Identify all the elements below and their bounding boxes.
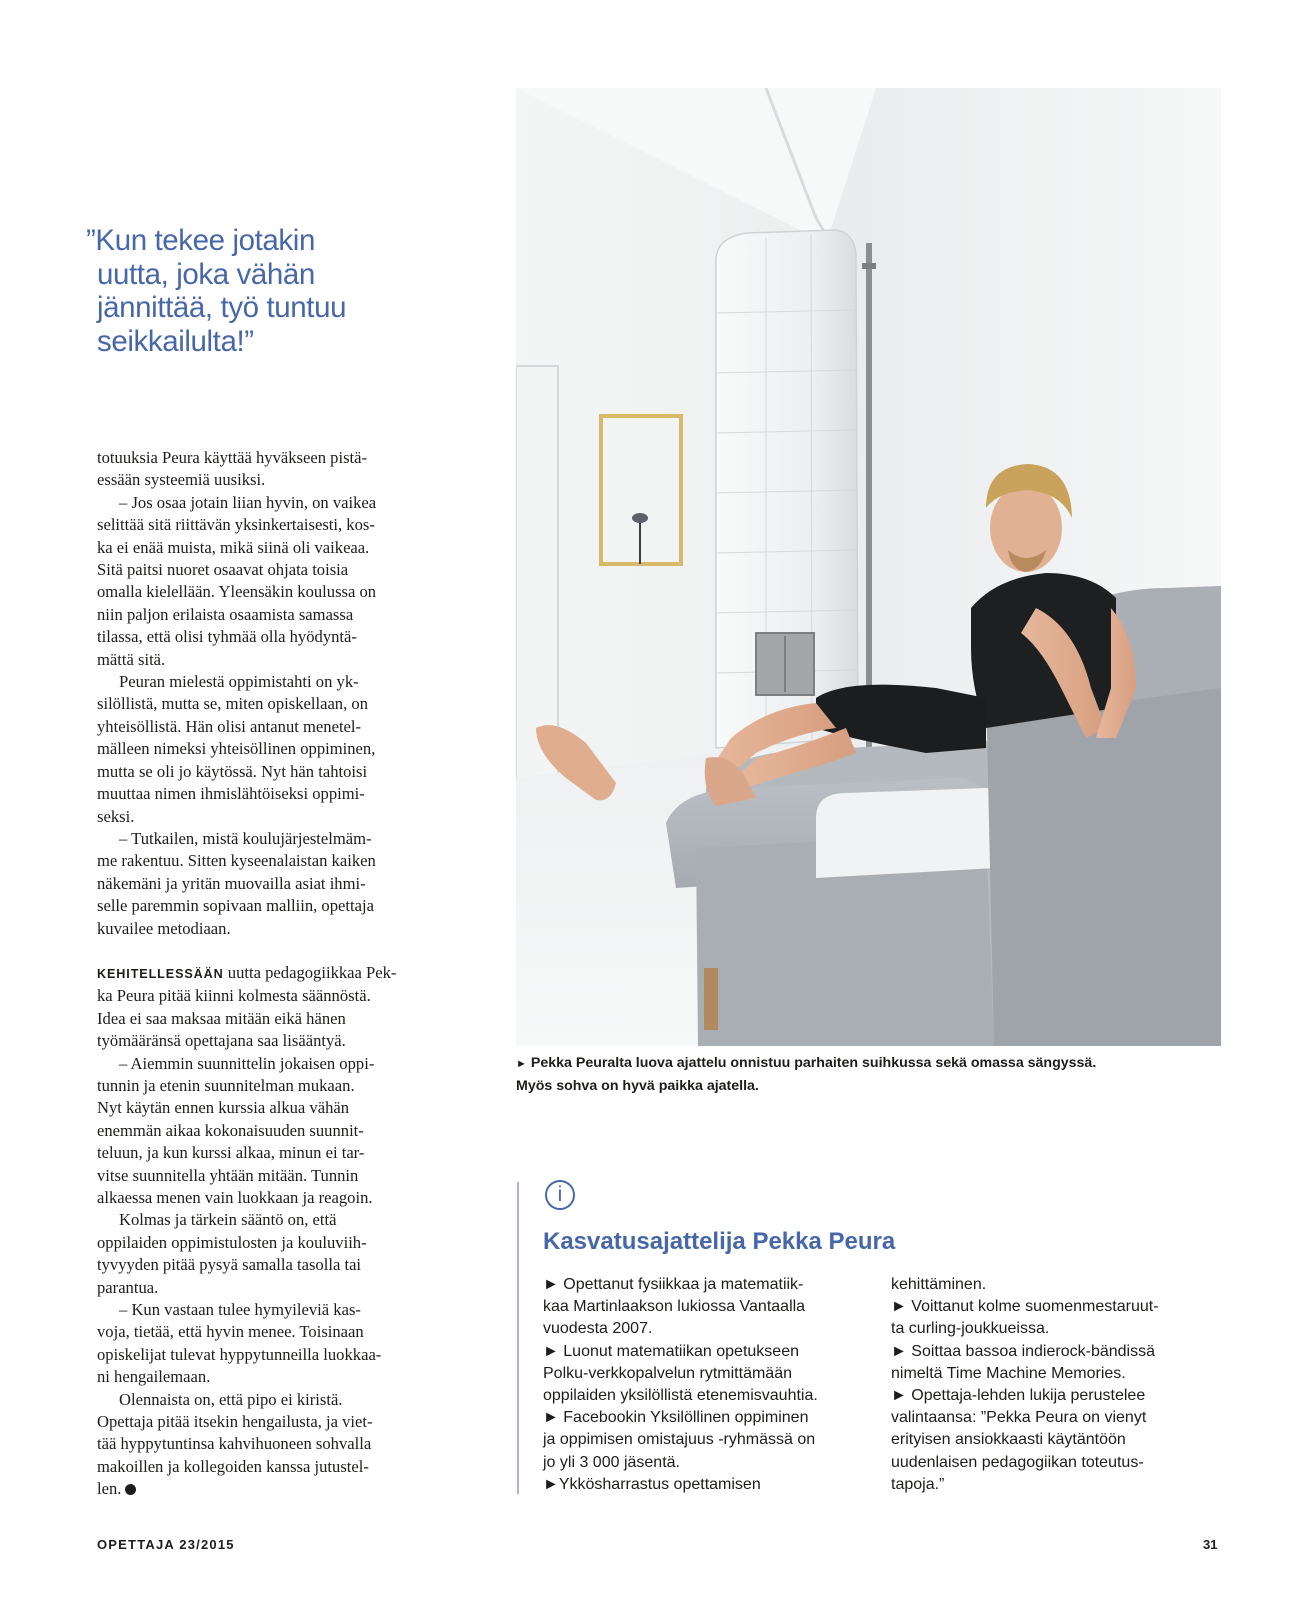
body-line: Opettaja pitää itsekin hengailusta, ja viet- [97, 1412, 373, 1432]
article-photo [516, 88, 1221, 1046]
pull-quote-line: uutta, joka vähän [97, 257, 315, 291]
publication-footer: OPETTAJA 23/2015 [97, 1537, 235, 1552]
info-line: kaa Martinlaakson lukiossa Vantaalla [543, 1298, 806, 1316]
body-line: opiskelijat tulevat hyppytunneilla luokkaa- [97, 1344, 382, 1364]
info-box-rule [517, 1182, 519, 1494]
body-line: enemmän aikaa kokonaisuuden suunnit- [97, 1120, 364, 1140]
body-line: seksi. [97, 806, 135, 826]
body-line: Olennaista on, että pipo ei kiristä. [119, 1389, 343, 1409]
body-line: mutta se oli jo käytössä. Nyt hän tahtoisi [97, 761, 368, 781]
page-number: 31 [1203, 1537, 1218, 1552]
body-line-text: len. [97, 1479, 122, 1499]
body-line: totuuksia Peura käyttää hyväkseen pistä- [97, 448, 368, 467]
pull-quote-line: seikkailulta!” [97, 324, 254, 358]
info-icon: i [545, 1180, 575, 1210]
body-line: Idea ei saa maksaa mitään eikä hänen [97, 1008, 346, 1028]
body-line: teluun, ja kun kurssi alkaa, minun ei tar- [97, 1143, 365, 1163]
body-line: tunnin ja etenin suunnitelman mukaan. [97, 1075, 355, 1095]
info-line: oppilaiden yksilöllistä etenemisvauhtia. [543, 1387, 818, 1405]
info-line: ►Ykkösharrastus opettamisen [543, 1475, 761, 1493]
body-line: essään systeemiä uusiksi. [97, 470, 266, 490]
body-line: – Tutkailen, mistä koulujärjestelmäm- [119, 828, 372, 848]
body-line: omalla kielellään. Yleensäkin koulussa on [97, 582, 377, 602]
body-line: – Jos osaa jotain liian hyvin, on vaikea [119, 492, 377, 512]
info-line: vuodesta 2007. [543, 1320, 653, 1338]
article-body [97, 447, 423, 1501]
info-line: nimeltä Time Machine Memories. [891, 1364, 1126, 1382]
body-line: selittää sitä riittävän yksinkertaisesti, kos- [97, 515, 375, 535]
caption-text: Pekka Peuralta luova ajattelu onnistuu parhaiten suihkussa sekä omassa sängyssä. [530, 1055, 1097, 1071]
info-line: ► Opettaja-lehden lukija perustelee [891, 1387, 1146, 1405]
info-line: ► Opettanut fysiikkaa ja matematiik- [543, 1276, 804, 1293]
body-line: Peuran mielestä oppimistahti on yk- [119, 672, 359, 692]
body-line: tilassa, että olisi tyhmää olla hyödyntä- [97, 627, 357, 647]
info-line: ► Voittanut kolme suomenmestaruut- [891, 1298, 1159, 1316]
body-line: yhteisöllistä. Hän olisi antanut menetel- [97, 716, 362, 736]
body-line: parantua. [97, 1277, 159, 1297]
body-line: – Aiemmin suunnittelin jokaisen oppi- [119, 1053, 375, 1073]
body-line: alkaessa menen vain luokkaan ja reagoin. [97, 1188, 373, 1207]
info-box-column-1 [543, 1274, 858, 1496]
body-line: niin paljon erilaista osaamista samassa [97, 604, 354, 624]
caption-line: Myös sohva on hyvä paikka ajatella. [516, 1077, 759, 1094]
body-line: – Kun vastaan tulee hymyileviä kas- [119, 1300, 361, 1320]
info-line: ► Soittaa bassoa indierock-bändissä [891, 1342, 1155, 1360]
pull-quote [86, 224, 426, 358]
body-line: ka Peura pitää kiinni kolmesta säännöstä. [97, 986, 371, 1006]
info-line: tapoja.” [891, 1475, 945, 1493]
photo-caption [516, 1053, 1216, 1097]
info-line: kehittäminen. [891, 1276, 987, 1293]
caption-line [516, 1053, 1216, 1076]
body-line: mättä sitä. [97, 649, 166, 669]
body-line: tää hyppytuntinsa kahvihuoneen sohvalla [97, 1434, 372, 1454]
info-line: uudenlaisen pedagogiikan toteutus- [891, 1453, 1144, 1471]
info-line: ta curling-joukkueissa. [891, 1320, 1050, 1338]
body-line: tyvyyden pitää pysyä samalla tasolla tai [97, 1255, 362, 1275]
body-line [97, 962, 423, 985]
body-line: ni hengailemaan. [97, 1367, 211, 1387]
body-line: vitse suunnitella yhtään mitään. Tunnin [97, 1165, 359, 1185]
body-line: oppilaiden oppimistulosten ja kouluviih- [97, 1232, 367, 1252]
body-line: kuvailee metodiaan. [97, 918, 231, 938]
body-line: näkemäni ja yritän muovailla asiat ihmi- [97, 873, 366, 893]
caption-marker-icon: ► [516, 1058, 527, 1070]
info-line: valintaansa: ”Pekka Peura on vienyt [891, 1409, 1147, 1427]
info-box-title: Kasvatusajattelija Pekka Peura [543, 1228, 896, 1255]
body-line: silöllistä, mutta se, miten opiskellaan, on [97, 694, 368, 714]
body-line: makoillen ja kollegoiden kanssa jutustel- [97, 1456, 369, 1476]
body-line [97, 1478, 423, 1500]
body-line-text: uutta pedagogiikkaa Pek- [223, 962, 397, 982]
info-line: ► Facebookin Yksilöllinen oppiminen [543, 1409, 809, 1427]
body-line: Nyt käytän ennen kurssia alkua vähän [97, 1098, 350, 1118]
body-line: muuttaa nimen ihmislähtöiseksi oppimi- [97, 784, 365, 804]
info-line: ► Luonut matematiikan opetukseen [543, 1342, 799, 1360]
body-line: ka ei enää muista, mikä siinä oli vaikeaa. [97, 537, 370, 557]
body-line: Sitä paitsi nuoret osaavat ohjata toisia [97, 560, 349, 580]
body-line: Kolmas ja tärkein sääntö on, että [119, 1210, 337, 1230]
body-line: voja, tietää, että hyvin menee. Toisinaan [97, 1322, 364, 1342]
body-line: mälleen nimeksi yhteisöllinen oppiminen, [97, 739, 376, 759]
section-lead-word: KEHITELLESSÄÄN [97, 966, 224, 981]
info-line: erityisen ansiokkaasti käytäntöön [891, 1431, 1126, 1449]
pull-quote-line: jännittää, työ tuntuu [97, 291, 347, 324]
body-line: työmääränsä opettajana saa lisääntyä. [97, 1031, 346, 1051]
info-line: ja oppimisen omistajuus -ryhmässä on [543, 1431, 816, 1449]
end-of-article-dot-icon [125, 1484, 136, 1495]
body-line: me rakentuu. Sitten kyseenalaistan kaiken [97, 851, 376, 871]
info-line: Polku-verkkopalvelun rytmittämään [543, 1364, 792, 1382]
pull-quote-line: ”Kun tekee jotakin [86, 224, 315, 257]
info-box-column-2 [891, 1274, 1206, 1496]
body-line: selle paremmin sopivaan malliin, opettaja [97, 896, 374, 916]
info-line: jo yli 3 000 jäsentä. [543, 1453, 680, 1471]
